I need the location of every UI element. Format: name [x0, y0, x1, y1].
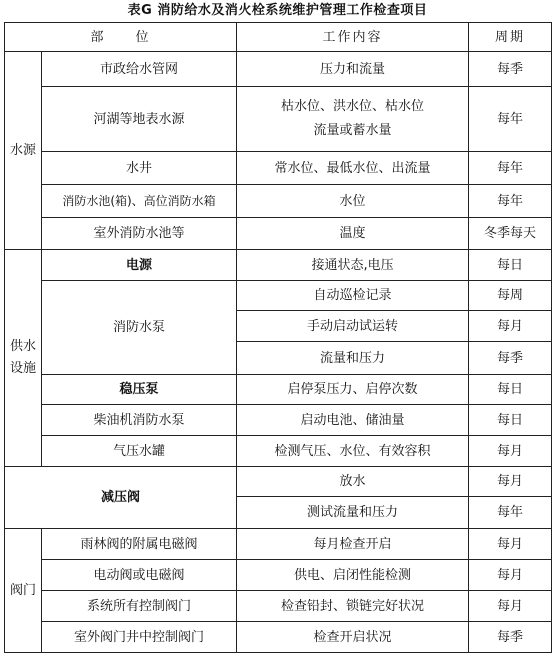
row-period: 每周	[469, 281, 552, 311]
row-period: 每日	[469, 375, 552, 405]
row-content: 启停泵压力、启停次数	[237, 375, 469, 405]
row-item: 柴油机消防水泵	[42, 405, 237, 436]
row-item: 系统所有控制阀门	[42, 591, 237, 622]
row-content: 自动巡检记录	[237, 281, 469, 311]
row-content: 枯水位、洪水位、枯水位 流量或蓄水量	[237, 87, 469, 152]
table-row	[5, 87, 552, 152]
row-content: 温度	[237, 218, 469, 250]
row-content: 流量和压力	[237, 342, 469, 375]
row-period: 每月	[469, 560, 552, 591]
row-period: 每月	[469, 591, 552, 622]
table-row	[5, 281, 552, 311]
row-period: 每月	[469, 467, 552, 497]
group-water-source: 水源	[5, 52, 42, 250]
table-title: 表G 消防给水及消火栓系统维护管理工作检查项目	[127, 3, 428, 18]
header-row	[5, 23, 552, 52]
header-part: 部 位	[5, 23, 237, 52]
table-row	[5, 529, 552, 560]
row-period: 每年	[469, 185, 552, 218]
row-period: 每年	[469, 152, 552, 185]
row-period: 每日	[469, 250, 552, 281]
row-period: 每月	[469, 311, 552, 342]
row-content: 测试流量和压力	[237, 497, 469, 529]
table-row	[5, 52, 552, 87]
row-content: 启动电池、储油量	[237, 405, 469, 436]
table-row	[5, 375, 552, 405]
row-content: 水位	[237, 185, 469, 218]
table-row	[5, 560, 552, 591]
row-item: 减压阀	[5, 467, 237, 529]
row-item: 稳压泵	[42, 375, 237, 405]
row-content: 压力和流量	[237, 52, 469, 87]
row-item: 气压水罐	[42, 436, 237, 467]
row-period: 每日	[469, 405, 552, 436]
row-period: 每季	[469, 622, 552, 653]
row-item: 室外消防水池等	[42, 218, 237, 250]
row-item: 水井	[42, 152, 237, 185]
row-item: 消防水泵	[42, 281, 237, 375]
table-row	[5, 185, 552, 218]
group-valve: 阀门	[5, 529, 42, 653]
table-row	[5, 250, 552, 281]
inspection-table	[4, 22, 552, 653]
row-period: 每月	[469, 436, 552, 467]
row-period: 每月	[469, 529, 552, 560]
row-item: 电源	[42, 250, 237, 281]
table-row	[5, 436, 552, 467]
row-content: 检查开启状况	[237, 622, 469, 653]
row-period: 每年	[469, 497, 552, 529]
table-row	[5, 218, 552, 250]
header-period: 周期	[469, 23, 552, 52]
row-content: 放水	[237, 467, 469, 497]
table-row	[5, 591, 552, 622]
row-item: 雨林阀的附属电磁阀	[42, 529, 237, 560]
row-item: 消防水池(箱)、高位消防水箱	[42, 185, 237, 218]
row-period: 每年	[469, 87, 552, 152]
row-content: 检查铅封、锁链完好状况	[237, 591, 469, 622]
table-row	[5, 622, 552, 653]
row-period: 每季	[469, 342, 552, 375]
row-content: 检测气压、水位、有效容积	[237, 436, 469, 467]
table-row	[5, 152, 552, 185]
table-row	[5, 467, 552, 497]
row-content: 接通状态,电压	[237, 250, 469, 281]
group-supply-facility: 供水 设施	[5, 250, 42, 467]
row-content: 供电、启闭性能检测	[237, 560, 469, 591]
row-content: 常水位、最低水位、出流量	[237, 152, 469, 185]
table-row	[5, 405, 552, 436]
row-content: 手动启动试运转	[237, 311, 469, 342]
row-item: 室外阀门井中控制阀门	[42, 622, 237, 653]
row-item: 市政给水管网	[42, 52, 237, 87]
header-content: 工作内容	[237, 23, 469, 52]
row-period: 每季	[469, 52, 552, 87]
row-period: 冬季每天	[469, 218, 552, 250]
row-item: 河湖等地表水源	[42, 87, 237, 152]
row-item: 电动阀或电磁阀	[42, 560, 237, 591]
row-content: 每月检查开启	[237, 529, 469, 560]
